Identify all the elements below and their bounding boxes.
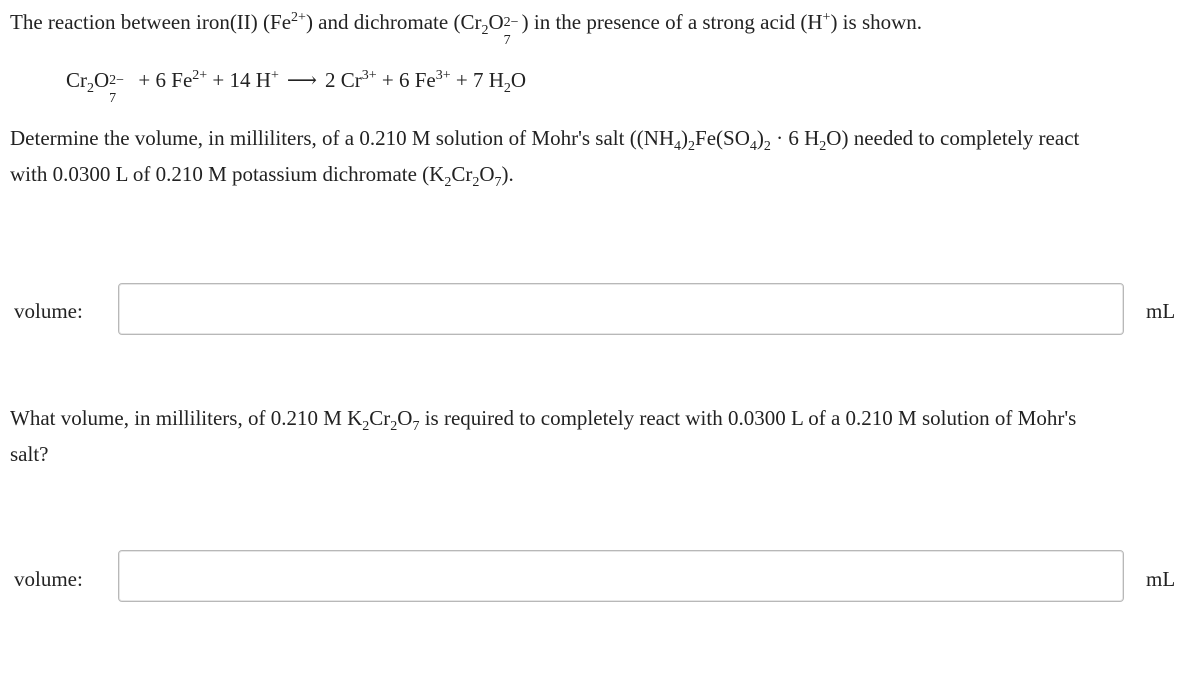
q-text: with 0.0300 L of 0.210 M potassium dichromate (K — [10, 162, 445, 186]
superscript: 3+ — [435, 68, 451, 83]
subscript: 2 — [390, 419, 398, 435]
subscript: 7 — [494, 175, 502, 191]
unit-label-2: mL — [1146, 567, 1176, 591]
question-1-line-1 — [10, 124, 1080, 155]
superscript: + — [822, 10, 831, 25]
q-text: Cr — [451, 162, 473, 186]
q-text: What volume, in milliliters, of 0.210 M K — [10, 406, 363, 430]
q-text: ) — [756, 126, 764, 150]
subscript: 2 — [87, 81, 94, 97]
subscript: 2 — [362, 419, 370, 435]
fe-charge: 2+ — [291, 10, 306, 25]
superscript: + — [270, 68, 279, 83]
eq-term: + 6 Fe — [133, 68, 193, 92]
eq-term: O — [510, 68, 527, 92]
subscript: 2 — [819, 139, 827, 155]
q-text: O — [479, 162, 495, 186]
subscript: 4 — [674, 139, 682, 155]
eq-term: Cr — [66, 68, 87, 92]
eq-term: + 14 H — [207, 68, 271, 92]
eq-term: 2 Cr — [324, 68, 362, 92]
q-text: O) needed to completely react — [826, 126, 1080, 150]
eq-term: + 7 H — [450, 68, 504, 92]
q-text: ). — [501, 162, 514, 186]
q-text: ) — [681, 126, 689, 150]
volume-input-1[interactable] — [118, 283, 1124, 335]
superscript: 3+ — [361, 68, 377, 83]
intro-part: O — [488, 10, 504, 34]
reaction-arrow-icon: ⟶ — [286, 68, 317, 92]
q-text: Cr — [369, 406, 391, 430]
intro-text: The reaction between iron(II) $(Fe^{2+})$ and dichromate ($Cr_2O$ 2− 7 ) in the presence of a strong acid (H+) is shown. — [10, 10, 923, 48]
q-text: Fe(SO — [695, 126, 750, 150]
volume-label-2: volume: — [14, 567, 83, 591]
q-text: · 6 H — [770, 126, 820, 150]
subscript: 7 — [412, 419, 420, 435]
intro-part: ) and dichromate (Cr — [305, 10, 482, 34]
subscript: 2 — [444, 175, 452, 191]
subscript: 2 — [763, 139, 771, 155]
reaction-equation: $Cr_2O$ 2− 7 + 6 $Fe^{2+} + 14$ H+ ⟶ 2 $Cr^{3+} + 6$ $Fe^{3+} + 7$ $H_2O$ — [66, 68, 527, 106]
eq-term: O — [94, 68, 110, 92]
intro-part: The reaction between iron(II) (Fe — [10, 10, 292, 34]
q-text: Determine the volume, in milliliters, of a 0.210 M solution of Mohr's salt ((NH — [10, 126, 675, 150]
subscript: 2 — [688, 139, 696, 155]
question-2-line-2: salt? — [10, 442, 49, 466]
subscript: 4 — [749, 139, 757, 155]
q-text: is required to completely react with 0.0300 L of a 0.210 M solution of Mohr's — [419, 406, 1077, 430]
unit-label-1: mL — [1146, 299, 1176, 323]
subscript: 2 — [472, 175, 480, 191]
eq-term: + 6 Fe — [376, 68, 436, 92]
question-2-line-1 — [10, 404, 1077, 435]
volume-label-1: volume: — [14, 299, 83, 323]
subscript: 2 — [503, 81, 511, 97]
question-1-line-2 — [10, 160, 514, 191]
subscript: 2 — [481, 23, 489, 39]
intro-part: ) is shown. — [830, 10, 923, 34]
q-text: O — [397, 406, 413, 430]
superscript: 2+ — [192, 68, 208, 83]
volume-input-2[interactable] — [118, 550, 1124, 602]
intro-part: ) in the presence of a strong acid (H — [521, 10, 823, 34]
